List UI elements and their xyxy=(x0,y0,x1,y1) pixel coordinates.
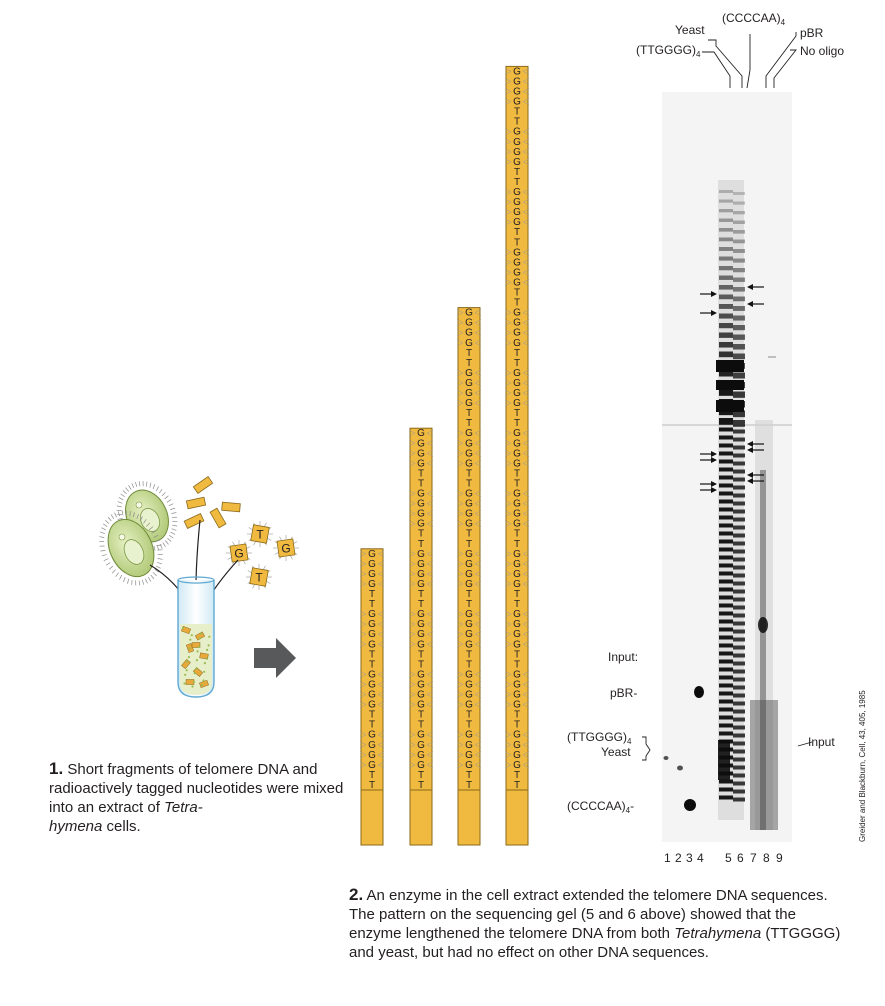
nucleotide-letter: G xyxy=(368,739,376,751)
nucleotide-letter: G xyxy=(465,568,473,580)
nucleotide-letter: G xyxy=(513,448,521,460)
nucleotide-letter: G xyxy=(513,518,521,530)
nucleotide-letter: G xyxy=(513,247,521,259)
nucleotide-letter: T xyxy=(513,297,521,309)
caption-2-number: 2. xyxy=(349,885,364,904)
nucleotide-letter: G xyxy=(465,558,473,570)
nucleotide-letter: G xyxy=(513,156,521,168)
nucleotide-letter: G xyxy=(513,679,521,691)
nucleotide-letter: G xyxy=(513,749,521,761)
label-ccccaa-subscript: 4 xyxy=(780,18,786,27)
caption-1-number: 1. xyxy=(49,759,64,778)
nucleotide-letter: T xyxy=(417,538,425,550)
nucleotide-letter: T xyxy=(368,709,376,721)
nucleotide-letter: G xyxy=(465,669,473,681)
nucleotide-letter: G xyxy=(417,488,425,500)
nucleotide-letter: G xyxy=(513,639,521,651)
label-ttgggg-side-text: (TTGGGG) xyxy=(567,730,627,744)
label-input-right: Input xyxy=(808,735,835,749)
nucleotide-letter: T xyxy=(465,779,473,791)
label-ttgggg-text: (TTGGGG) xyxy=(636,43,696,57)
nucleotide-letter: T xyxy=(513,408,521,420)
nucleotide-letter: G xyxy=(513,66,521,78)
nucleotide-letter: G xyxy=(513,498,521,510)
nucleotide-letter: G xyxy=(465,639,473,651)
label-yeast: Yeast xyxy=(675,23,705,37)
nucleotide-letter: T xyxy=(417,769,425,781)
nucleotide-letter: T xyxy=(465,709,473,721)
nucleotide-letter: G xyxy=(513,277,521,289)
nucleotide-letter: G xyxy=(417,518,425,530)
nucleotide-letter: G xyxy=(465,629,473,641)
nucleotide-letter: G xyxy=(368,699,376,711)
nucleotide-letter: G xyxy=(368,548,376,560)
nucleotide-g-icon xyxy=(226,540,252,566)
nucleotide-letter: T xyxy=(417,478,425,490)
nucleotide-letter: T xyxy=(513,769,521,781)
nucleotide-letter: G xyxy=(368,749,376,761)
nucleotide-letter: T xyxy=(513,538,521,550)
nucleotide-letter: G xyxy=(465,498,473,510)
nucleotide-letter: G xyxy=(513,327,521,339)
nucleotide-letter: T xyxy=(513,347,521,359)
nucleotide-letter: G xyxy=(513,609,521,621)
nucleotide-letter: G xyxy=(465,488,473,500)
nucleotide-letter: G xyxy=(513,217,521,229)
nucleotide-letter: G xyxy=(465,458,473,470)
nucleotide-letter: G xyxy=(513,508,521,520)
nucleotide-letter: G xyxy=(465,578,473,590)
nucleotide-letter: G xyxy=(465,367,473,379)
label-ttgggg-subscript: 4 xyxy=(696,50,701,59)
lane-number-2: 2 xyxy=(675,851,682,865)
nucleotide-letter: G xyxy=(465,327,473,339)
lane-number-4: 4 xyxy=(697,851,704,865)
nucleotide-letter: G xyxy=(465,377,473,389)
nucleotide-letter: G xyxy=(513,699,521,711)
lane-number-6: 6 xyxy=(737,851,744,865)
nucleotide-letter: T xyxy=(513,166,521,178)
label-ccccaa-side xyxy=(567,799,634,813)
nucleotide-letter: G xyxy=(465,337,473,349)
nucleotide-letter: T xyxy=(465,589,473,600)
nucleotide-letter: G xyxy=(417,458,425,470)
nucleotide-letter: G xyxy=(465,739,473,751)
nucleotide-letter: G xyxy=(513,257,521,269)
caption-2-text: An enzyme in the cell extract extended the telomere DNA sequences. The pattern on the sequencing gel (5 and 6 above) showed that the enzyme lengthened the telomere DNA from both xyxy=(349,887,828,942)
nucleotide-letter: G xyxy=(513,367,521,379)
nucleotide-letter: G xyxy=(513,76,521,88)
nucleotide-letter: G xyxy=(417,679,425,691)
nucleotide-letter: G xyxy=(417,609,425,621)
nucleotide-letter: G xyxy=(368,609,376,621)
nucleotide-letter: G xyxy=(513,136,521,148)
label-ccccaa-text: (CCCCAA) xyxy=(722,11,781,25)
nucleotide-letter: G xyxy=(513,398,521,410)
nucleotide-letter: G xyxy=(465,548,473,560)
nucleotide-letter: G xyxy=(513,759,521,771)
lane-number-7: 7 xyxy=(750,851,757,865)
lane-number-1: 1 xyxy=(664,851,671,865)
nucleotide-letter: G xyxy=(417,548,425,560)
nucleotide-letter: T xyxy=(368,589,376,600)
telomere-dna-strands xyxy=(360,66,529,845)
nucleotide-letter: G xyxy=(465,307,473,319)
nucleotide-letter: G xyxy=(513,438,521,450)
nucleotide-letter: G xyxy=(513,187,521,198)
label-input-left: Input: xyxy=(608,650,639,664)
nucleotide-letter: T xyxy=(465,719,473,731)
nucleotide-letter: G xyxy=(368,578,376,590)
nucleotide-letter: G xyxy=(513,197,521,209)
nucleotide-letter: G xyxy=(513,458,521,470)
caption-1-text-end: cells. xyxy=(102,818,141,835)
label-ccccaa-side-subscript: 4 xyxy=(625,806,631,815)
lane-number-9: 9 xyxy=(776,851,783,865)
nucleotide-letter: G xyxy=(368,639,376,651)
nucleotide-letter: T xyxy=(417,599,425,611)
nucleotide-letter: T xyxy=(368,659,376,671)
caption-1-text: Short fragments of telomere DNA and radioactively tagged nucleotides were mixed into an extract of xyxy=(49,761,344,816)
nucleotide-letter: G xyxy=(368,759,376,771)
nucleotide-letter: T xyxy=(465,528,473,540)
nucleotide-letter: T xyxy=(417,528,425,540)
nucleotide-letter: T xyxy=(513,709,521,721)
dna-strand-2 xyxy=(409,428,433,845)
label-ccccaa-side-dash: - xyxy=(630,799,635,813)
nucleotide-letter: G xyxy=(513,337,521,349)
nucleotide-letter: T xyxy=(417,659,425,671)
nucleotide-letter: G xyxy=(368,568,376,580)
nucleotide-letter: G xyxy=(513,739,521,751)
nucleotide-letter: T xyxy=(465,468,473,480)
nucleotide-letter: T xyxy=(465,418,473,430)
nucleotide-letter: G xyxy=(417,498,425,510)
nucleotide-letter: G xyxy=(513,568,521,580)
nucleotide-letter: G xyxy=(417,448,425,460)
nucleotide-letter: G xyxy=(513,578,521,590)
nucleotide-letter: G xyxy=(513,488,521,500)
caption-1-italic-b: hymena xyxy=(49,818,103,835)
nucleotide-letter: G xyxy=(417,578,425,590)
nucleotide-letter: G xyxy=(513,629,521,641)
nucleotide-letter: G xyxy=(417,619,425,631)
nucleotide-letter: T xyxy=(417,779,425,791)
nucleotide-letter: G xyxy=(465,729,473,741)
caption-2-italic: Tetrahymena xyxy=(674,925,762,942)
nucleotide-letter: G xyxy=(417,629,425,641)
svg-text:G: G xyxy=(281,541,291,556)
nucleotide-letter: G xyxy=(417,759,425,771)
nucleotide-letter: G xyxy=(513,126,521,138)
nucleotide-letter: T xyxy=(513,418,521,430)
nucleotide-letter: T xyxy=(513,237,521,249)
nucleotide-letter: T xyxy=(417,589,425,600)
nucleotide-letter: T xyxy=(417,468,425,480)
nucleotide-letter: G xyxy=(417,669,425,681)
nucleotide-letter: G xyxy=(513,267,521,279)
nucleotide-letter: G xyxy=(417,749,425,761)
label-ttgggg-top xyxy=(636,43,700,57)
nucleotide-letter: G xyxy=(465,438,473,450)
radioactive-nucleotide-icons xyxy=(226,521,299,590)
nucleotide-letter: T xyxy=(513,659,521,671)
nucleotide-letter: G xyxy=(465,759,473,771)
nucleotide-t-icon xyxy=(246,564,272,590)
nucleotide-letter: T xyxy=(465,769,473,781)
nucleotide-letter: G xyxy=(513,96,521,108)
nucleotide-letter: T xyxy=(368,649,376,661)
nucleotide-letter: G xyxy=(465,428,473,440)
label-ccccaa-side-text: (CCCCAA) xyxy=(567,799,626,813)
nucleotide-t-icon xyxy=(247,521,273,547)
nucleotide-letter: G xyxy=(513,548,521,560)
dna-strand-4 xyxy=(505,66,529,845)
nucleotide-letter: T xyxy=(513,599,521,611)
caption-step-2 xyxy=(349,885,844,962)
nucleotide-letter: G xyxy=(465,679,473,691)
nucleotide-letter: G xyxy=(368,689,376,701)
lane-number-5: 5 xyxy=(725,851,732,865)
svg-text:T: T xyxy=(256,527,264,542)
nucleotide-letter: T xyxy=(513,287,521,299)
nucleotide-letter: G xyxy=(368,619,376,631)
nucleotide-letter: T xyxy=(465,478,473,490)
credit-citation: Greider and Blackburn, Cell, 43, 405, 1985 xyxy=(858,690,867,842)
nucleotide-letter: G xyxy=(513,729,521,741)
label-ttgggg-side-subscript: 4 xyxy=(627,737,632,746)
process-arrow-icon xyxy=(254,638,296,678)
lane-number-8: 8 xyxy=(763,851,770,865)
nucleotide-letter: G xyxy=(417,508,425,520)
nucleotide-letter: T xyxy=(368,779,376,791)
nucleotide-letter: T xyxy=(513,227,521,239)
nucleotide-letter: T xyxy=(368,719,376,731)
nucleotide-letter: T xyxy=(513,649,521,661)
nucleotide-letter: G xyxy=(417,568,425,580)
nucleotide-letter: G xyxy=(465,609,473,621)
label-ccccaa-top xyxy=(722,11,785,25)
svg-text:T: T xyxy=(255,570,263,585)
nucleotide-letter: T xyxy=(513,106,521,118)
nucleotide-letter: G xyxy=(368,729,376,741)
nucleotide-letter: G xyxy=(368,629,376,641)
nucleotide-letter: G xyxy=(417,689,425,701)
dna-strand-3 xyxy=(457,308,481,845)
nucleotide-letter: G xyxy=(465,448,473,460)
nucleotide-letter: T xyxy=(465,538,473,550)
nucleotide-letter: G xyxy=(513,669,521,681)
nucleotide-letter: T xyxy=(465,357,473,369)
nucleotide-letter: G xyxy=(368,669,376,681)
nucleotide-letter: G xyxy=(513,146,521,158)
lane-number-3: 3 xyxy=(686,851,693,865)
nucleotide-letter: T xyxy=(465,408,473,420)
nucleotide-letter: G xyxy=(417,438,425,450)
nucleotide-letter: T xyxy=(417,719,425,731)
nucleotide-letter: T xyxy=(513,528,521,540)
label-pbr-top: pBR xyxy=(800,26,824,40)
label-ttgggg-side xyxy=(567,730,631,744)
nucleotide-letter: G xyxy=(513,388,521,399)
dna-fragment-icons xyxy=(184,477,240,529)
nucleotide-letter: T xyxy=(417,709,425,721)
nucleotide-letter: G xyxy=(465,508,473,520)
nucleotide-letter: T xyxy=(465,649,473,661)
nucleotide-letter: T xyxy=(465,599,473,611)
nucleotide-letter: G xyxy=(417,739,425,751)
nucleotide-letter: T xyxy=(513,779,521,791)
nucleotide-letter: T xyxy=(368,599,376,611)
nucleotide-letter: T xyxy=(513,589,521,600)
test-tube-icon xyxy=(178,577,214,697)
nucleotide-letter: G xyxy=(417,558,425,570)
nucleotide-letter: G xyxy=(513,307,521,319)
nucleotide-letter: G xyxy=(513,377,521,389)
caption-2-text-end: (TTGGGG) and yeast, but had no effect on other DNA sequences. xyxy=(349,925,841,961)
caption-1-italic-a: Tetra- xyxy=(164,799,203,816)
nucleotide-letter: G xyxy=(513,86,521,98)
svg-text:G: G xyxy=(234,546,244,561)
label-yeast-side: Yeast xyxy=(601,745,631,759)
nucleotide-letter: G xyxy=(513,558,521,570)
nucleotide-letter: G xyxy=(417,639,425,651)
nucleotide-letter: G xyxy=(417,699,425,711)
nucleotide-letter: G xyxy=(465,619,473,631)
nucleotide-letter: T xyxy=(513,357,521,369)
nucleotide-letter: G xyxy=(513,619,521,631)
nucleotide-letter: G xyxy=(513,689,521,701)
nucleotide-letter: G xyxy=(368,679,376,691)
nucleotide-letter: T xyxy=(465,659,473,671)
nucleotide-letter: T xyxy=(513,468,521,480)
nucleotide-letter: G xyxy=(465,518,473,530)
nucleotide-letter: G xyxy=(465,388,473,399)
nucleotide-letter: T xyxy=(465,347,473,359)
sequencing-gel xyxy=(662,92,792,842)
nucleotide-letter: T xyxy=(513,116,521,128)
nucleotide-letter: G xyxy=(465,749,473,761)
nucleotide-letter: G xyxy=(513,317,521,329)
label-pbr-side: pBR- xyxy=(610,686,638,700)
nucleotide-letter: G xyxy=(368,558,376,570)
nucleotide-letter: T xyxy=(417,649,425,661)
nucleotide-letter: T xyxy=(368,769,376,781)
nucleotide-letter: G xyxy=(417,428,425,440)
nucleotide-letter: G xyxy=(465,398,473,410)
caption-step-1 xyxy=(49,759,349,836)
nucleotide-letter: T xyxy=(513,176,521,188)
nucleotide-g-icon xyxy=(273,535,299,561)
nucleotide-letter: T xyxy=(513,719,521,731)
dna-strand-1 xyxy=(360,549,384,845)
nucleotide-letter: G xyxy=(465,317,473,329)
nucleotide-letter: G xyxy=(465,699,473,711)
nucleotide-letter: G xyxy=(513,207,521,219)
nucleotide-letter: G xyxy=(513,428,521,440)
label-no-oligo: No oligo xyxy=(800,44,845,58)
nucleotide-letter: G xyxy=(417,729,425,741)
nucleotide-letter: T xyxy=(513,478,521,490)
nucleotide-letter: G xyxy=(465,689,473,701)
